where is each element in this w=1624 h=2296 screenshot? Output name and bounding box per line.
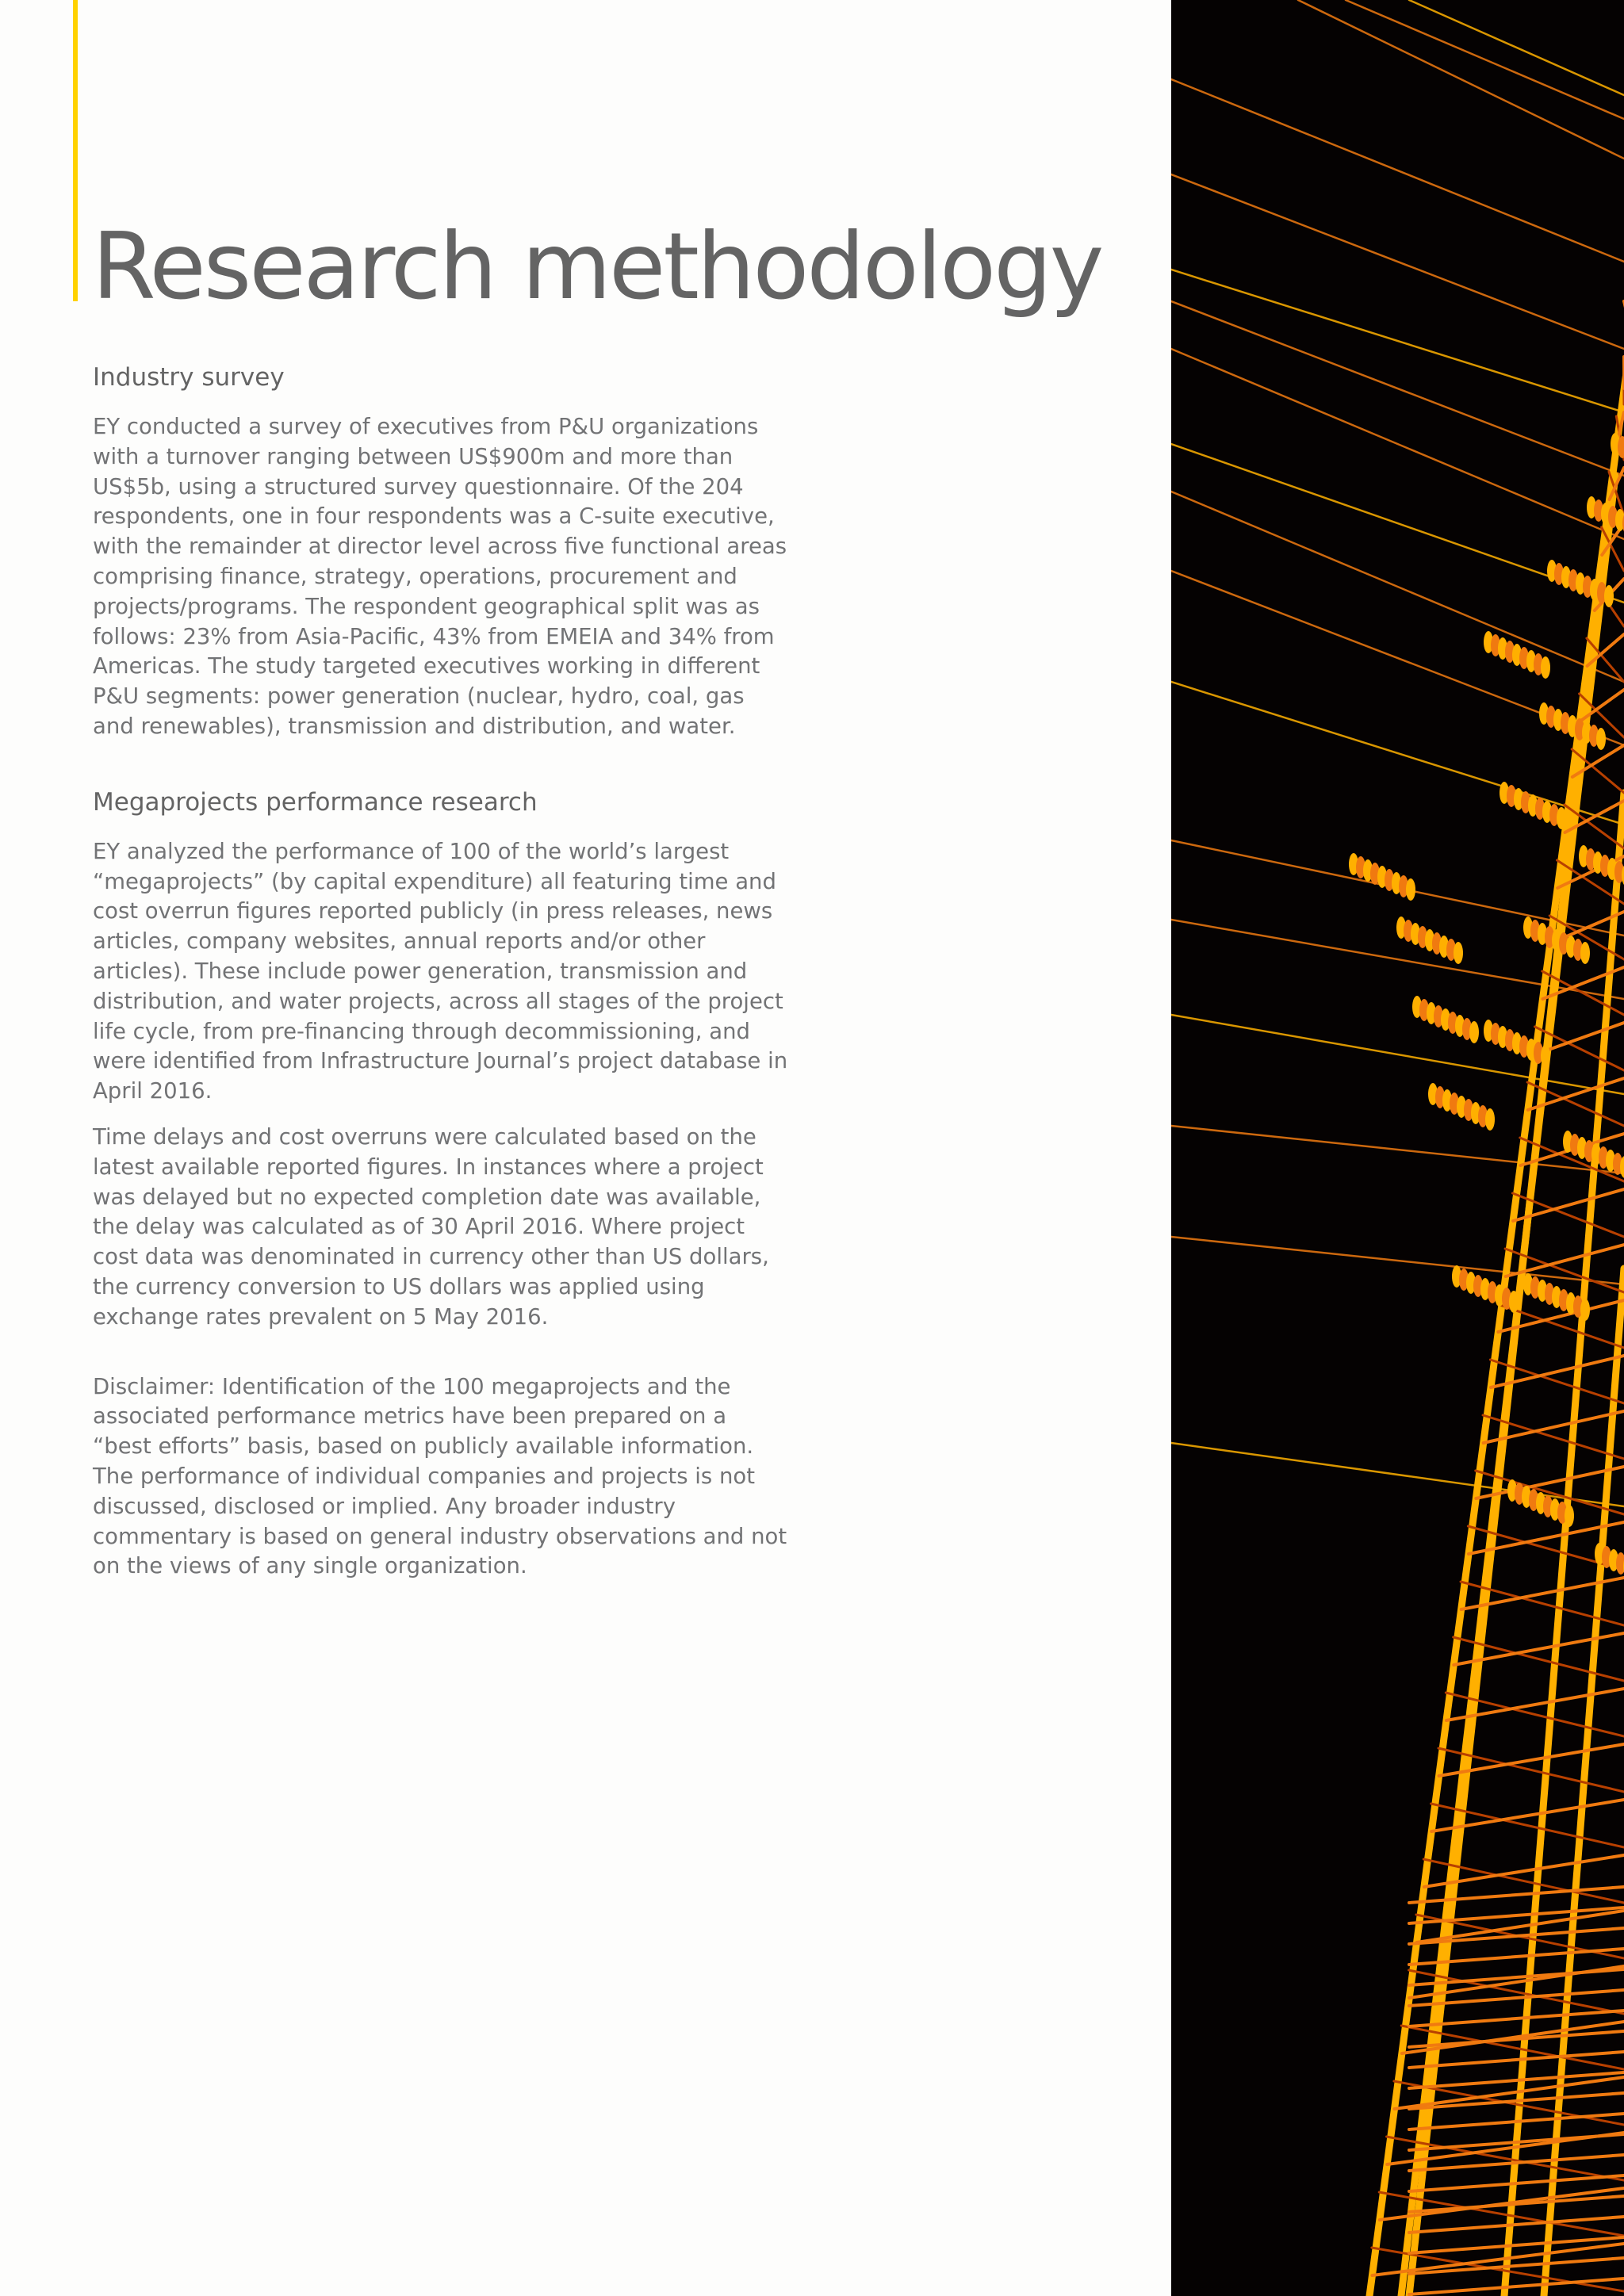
page-title: Research methodology <box>92 213 1102 320</box>
insulator-disc <box>1580 942 1590 964</box>
section-heading-megaprojects: Megaprojects performance research <box>93 787 538 817</box>
insulator-disc <box>1509 1291 1519 1313</box>
section-industry-survey <box>93 357 791 742</box>
insulator-disc <box>1565 1505 1574 1527</box>
insulator-disc <box>1485 1108 1495 1131</box>
main-content <box>93 357 791 1598</box>
section-disclaimer <box>93 1372 791 1582</box>
paragraph-megaprojects-calculation: Time delays and cost overruns were calculated based on the latest available reported figures. In instances where a project was delayed but no expected completion date was available, the delay was calculated as of 30 April 2016. Where project cost data was denominated in currency other than US dollars, the currency conversion to US dollars was applied using exchange rates prevalent on 5 May 2016. <box>93 1123 769 1330</box>
paragraph-megaprojects-analysis: EY analyzed the performance of 100 of the world’s largest “megaprojects” (by capital expenditure) all featuring time and cost overrun figures reported publicly (in press releases, news articles, company websites, annual reports and/or other articles). These include power generation, transmission and distribution, and water projects, across all stages of the project life cycle, from pre-financing through decommissioning, and were identified from Infrastructure Journal’s project database in April 2016. <box>93 838 788 1104</box>
transmission-tower-photo <box>1171 0 1624 2296</box>
insulator-disc <box>1454 942 1463 964</box>
paragraph-industry-survey: EY conducted a survey of executives from P&U organizations with a turnover ranging between US$900m and more than US$5b, using a structured survey questionnaire. Of the 204 respondents, one in four respondents was a C-suite executive, with the remainder at director level across five functional areas comprising finance, strategy, operations, procurement and projects/programs. The respondent geographical split was as follows: 23% from Asia-Pacific, 43% from EMEIA and 34% from Americas. The study targeted executives working in different P&U segments: power generation (nuclear, hydro, coal, gas and renewables), transmission and distribution, and water. <box>93 414 787 739</box>
insulator-disc <box>1541 656 1550 679</box>
insulator-disc <box>1406 878 1415 901</box>
insulator-disc <box>1469 1021 1479 1043</box>
accent-bar <box>73 0 78 301</box>
insulator-disc <box>1604 585 1614 607</box>
insulator-disc <box>1557 807 1566 829</box>
section-megaprojects <box>93 782 791 1333</box>
insulator-disc <box>1541 1045 1550 1067</box>
insulator-disc <box>1580 1299 1590 1321</box>
transmission-tower-illustration <box>1171 0 1624 2296</box>
section-heading-industry-survey: Industry survey <box>93 363 285 392</box>
disclaimer-text: Disclaimer: Identification of the 100 megaprojects and the associated performance metrics have been prepared on a “best efforts” basis, based on publicly available information. The performance of individual companies and projects is not discussed, disclosed or implied. Any broader industry commentary is based on general industry observations and not on the views of any single organization. <box>93 1373 787 1579</box>
insulator-disc <box>1596 728 1606 750</box>
